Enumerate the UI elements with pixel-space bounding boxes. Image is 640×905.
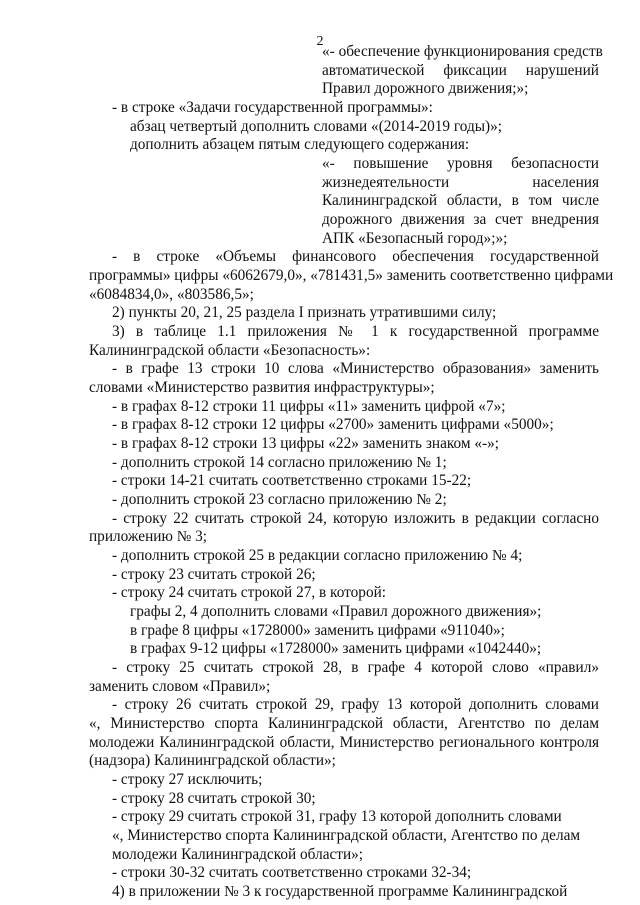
text-line: дополнить абзацем пятым следующего содержания: bbox=[130, 136, 470, 153]
text-line: «, Министерство спорта Калининградской области, Агентство по делам bbox=[89, 715, 599, 732]
text-line: Правил дорожного движения;»; bbox=[322, 80, 529, 97]
text-line: - в графах 8-12 строки 12 цифры «2700» заменить цифрами «5000»; bbox=[112, 416, 554, 433]
text-line: - в графах 8-12 строки 13 цифры «22» заменить знаком «-»; bbox=[112, 435, 500, 452]
text-line: Калининградской области «Безопасность»: bbox=[89, 342, 371, 359]
text-line: словами «Министерство развития инфраструктуры»; bbox=[89, 379, 435, 396]
text-line: - строки 14-21 считать соответственно строками 15-22; bbox=[112, 472, 472, 489]
text-line: «- обеспечение функционирования средств bbox=[322, 43, 603, 60]
text-line: - в строке «Задачи государственной программы»: bbox=[112, 99, 433, 116]
text-line: - дополнить строкой 23 согласно приложению № 2; bbox=[112, 491, 447, 508]
text-line: - в строке «Объемы финансового обеспечения государственной bbox=[112, 248, 599, 265]
text-line: в графе 8 цифры «1728000» заменить цифрами «911040»; bbox=[130, 622, 505, 639]
text-line: молодежи Калининградской области, Министерство регионального контроля bbox=[89, 734, 599, 751]
text-line: (надзора) Калининградской области»; bbox=[89, 752, 336, 769]
text-line: графы 2, 4 дополнить словами «Правил дорожного движения»; bbox=[130, 603, 542, 620]
text-line: в графах 9-12 цифры «1728000» заменить цифрами «1042440»; bbox=[130, 640, 542, 657]
text-line: - строку 28 считать строкой 30; bbox=[112, 790, 316, 807]
text-line: приложению № 3; bbox=[89, 528, 208, 545]
text-line: 2) пункты 20, 21, 25 раздела I признать утратившими силу; bbox=[112, 304, 497, 321]
text-line: - строки 30-32 считать соответственно строками 32-34; bbox=[112, 864, 472, 881]
text-line: автоматической фиксации нарушений bbox=[322, 62, 599, 79]
page-number: 2 bbox=[316, 34, 324, 49]
text-line: - дополнить строкой 25 в редакции согласно приложению № 4; bbox=[112, 547, 523, 564]
text-line: 4) в приложении № 3 к государственной программе Калининградской bbox=[112, 883, 568, 900]
text-line: - строку 27 исключить; bbox=[112, 771, 263, 788]
text-line: «, Министерство спорта Калининградской области, Агентство по делам bbox=[112, 827, 581, 844]
text-line: абзац четвертый дополнить словами «(2014-2019 годы)»; bbox=[130, 118, 503, 135]
text-line: АПК «Безопасный город»;»; bbox=[322, 230, 508, 247]
text-line: заменить словом «Правил»; bbox=[89, 678, 271, 695]
text-line: «- повышение уровня безопасности bbox=[322, 155, 599, 172]
text-line: жизнедеятельности населения bbox=[322, 174, 599, 191]
text-line: - строку 25 считать строкой 28, в графе 4 которой слово «правил» bbox=[112, 659, 599, 676]
text-line: программы» цифры «6062679,0», «781431,5» заменить соответственно цифрами bbox=[89, 267, 614, 284]
text-line: - в графах 8-12 строки 11 цифры «11» заменить цифрой «7»; bbox=[112, 398, 506, 415]
text-line: молодежи Калининградской области»; bbox=[112, 846, 364, 863]
text-line: «6084834,0», «803586,5»; bbox=[89, 286, 254, 303]
text-line: - строку 29 считать строкой 31, графу 13 которой дополнить словами bbox=[112, 808, 562, 825]
text-line: - строку 26 считать строкой 29, графу 13 которой дополнить словами bbox=[112, 696, 599, 713]
text-line: - строку 24 считать строкой 27, в которой: bbox=[112, 584, 387, 601]
text-line: - строку 23 считать строкой 26; bbox=[112, 566, 316, 583]
text-line: - дополнить строкой 14 согласно приложению № 1; bbox=[112, 454, 447, 471]
text-line: 3) в таблице 1.1 приложения № 1 к государственной программе bbox=[112, 323, 599, 340]
text-line: Калининградской области, в том числе bbox=[322, 192, 599, 209]
text-line: - в графе 13 строки 10 слова «Министерство образования» заменить bbox=[112, 360, 599, 377]
text-line: дорожного движения за счет внедрения bbox=[322, 211, 599, 228]
text-line: - строку 22 считать строкой 24, которую изложить в редакции согласно bbox=[112, 510, 599, 527]
